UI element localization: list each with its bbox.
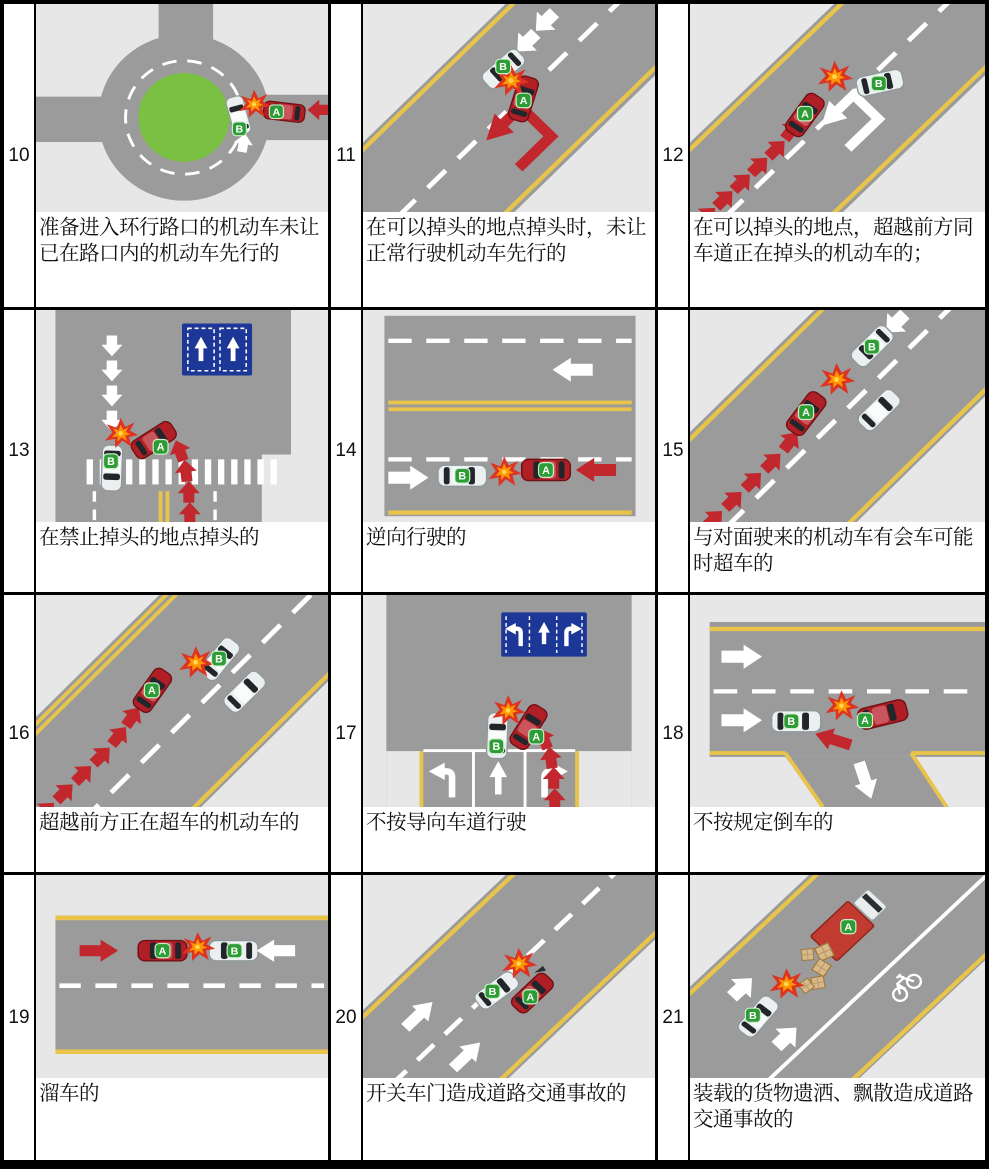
cell-15	[658, 310, 985, 595]
caption: 开关车门造成道路交通事故的	[366, 1082, 626, 1105]
car-b-label: B	[749, 1011, 757, 1022]
car-b-label: B	[787, 716, 796, 729]
cell-12	[658, 4, 985, 310]
diagram-overtake-with-oncoming	[690, 310, 985, 522]
cell-number: 17	[331, 595, 363, 872]
car-b-label: B	[874, 78, 883, 91]
car-b-label: B	[499, 61, 508, 74]
car-a-label: A	[147, 685, 156, 698]
cell-16	[4, 595, 331, 875]
diagram-door-opening-accident	[363, 875, 655, 1078]
cell-13	[4, 310, 331, 595]
diagram-overtake-uturning-car	[690, 4, 985, 212]
car-b-label: B	[458, 470, 467, 483]
car-b-label: B	[492, 741, 501, 754]
caption: 与对面驶来的机动车有会车可能时超车的	[693, 526, 973, 576]
caption: 在可以掉头的地点，超越前方同车道正在掉头的机动车的；	[693, 216, 973, 266]
car-a-label: A	[844, 922, 853, 934]
diagram-illegal-reversing	[690, 595, 985, 807]
car-a-label: A	[542, 464, 550, 477]
diagram-lane-direction-violation	[363, 595, 655, 807]
cell-number: 10	[4, 4, 36, 307]
cell-number: 15	[658, 310, 690, 592]
straight-lanes-sign	[182, 323, 252, 375]
cell-number: 12	[658, 4, 690, 307]
diagram-illegal-uturn	[36, 310, 328, 522]
diagram-cargo-spill-accident	[690, 875, 985, 1078]
caption: 逆向行驶的	[366, 526, 466, 549]
caption: 在可以掉头的地点掉头时，未让正常行驶机动车先行的	[366, 216, 646, 266]
cell-number: 16	[4, 595, 36, 872]
caption: 在禁止掉头的地点掉头的	[39, 526, 259, 549]
diagram-wrong-way-driving	[363, 310, 655, 522]
car-a-label: A	[532, 731, 541, 744]
caption: 准备进入环行路口的机动车未让已在路口内的机动车先行的	[39, 216, 319, 266]
cell-number: 21	[658, 875, 690, 1160]
caption: 超越前方正在超车的机动车的	[39, 811, 299, 834]
cell-number: 20	[331, 875, 363, 1160]
caption: 装载的货物遗洒、飘散造成道路交通事故的	[693, 1082, 973, 1132]
cell-number: 11	[331, 4, 363, 307]
caption: 溜车的	[39, 1082, 99, 1105]
cell-10	[4, 4, 331, 310]
cell-number: 18	[658, 595, 690, 872]
cell-18	[658, 595, 985, 875]
cell-20	[331, 875, 658, 1160]
car-a-label: A	[861, 715, 869, 728]
diagram-rolling-car	[36, 875, 328, 1078]
car-a-label: A	[158, 946, 167, 958]
car-b-label: B	[235, 123, 244, 136]
car-a-label: A	[526, 992, 535, 1004]
car-a-label: A	[519, 95, 528, 108]
car-b-label: B	[230, 946, 239, 958]
car-a-label: A	[802, 407, 810, 419]
car-a-label: A	[156, 441, 165, 454]
caption: 不按导向车道行驶	[366, 811, 526, 834]
cell-17	[331, 595, 658, 875]
diagram-overtake-overtaking-car	[36, 595, 328, 807]
cell-number: 19	[4, 875, 36, 1160]
car-b-label: B	[488, 987, 497, 998]
cell-21	[658, 875, 985, 1160]
diagram-roundabout-yield	[36, 4, 328, 212]
cell-14	[331, 310, 658, 595]
caption: 不按规定倒车的	[693, 811, 833, 834]
diagram-uturn-not-yielding	[363, 4, 655, 212]
car-b-label: B	[215, 653, 223, 666]
cell-number: 13	[4, 310, 36, 592]
car-b-label: B	[868, 341, 876, 354]
roundabout-island	[138, 73, 229, 162]
car-a-label: A	[801, 108, 809, 121]
cell-number: 14	[331, 310, 363, 592]
lane-direction-sign	[501, 612, 587, 656]
cell-19	[4, 875, 331, 1160]
car-b-label: B	[107, 456, 115, 469]
cell-11	[331, 4, 658, 310]
car-a-label: A	[272, 106, 281, 119]
